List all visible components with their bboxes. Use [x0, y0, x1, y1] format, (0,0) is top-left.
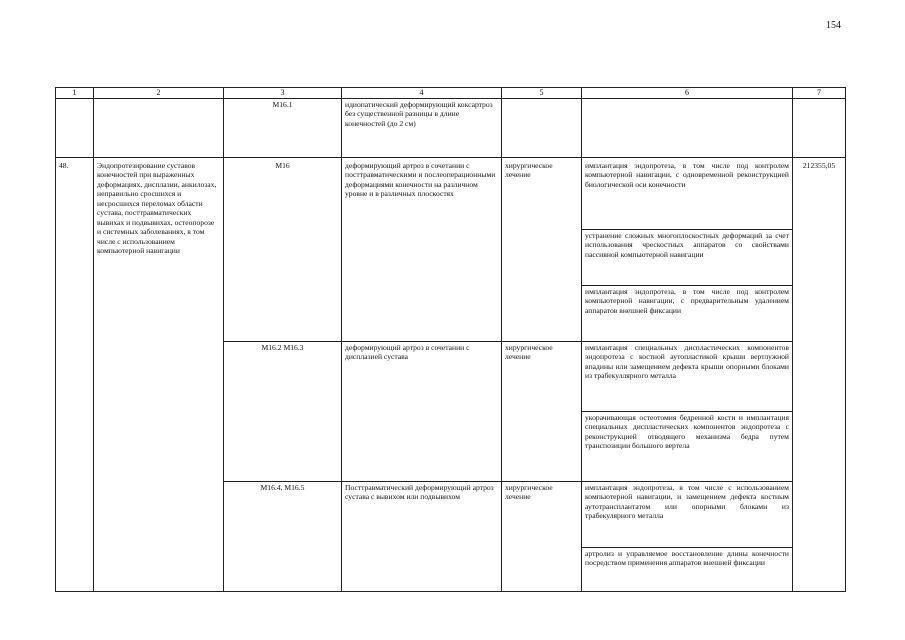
price-cell: 212355,05: [793, 158, 846, 592]
treatment-method-cell: имплантация эндопротеза, в том числе под контролем компьютерной навигации, с предварительным удалением аппаратов внешней фиксации: [582, 286, 793, 342]
diagnosis-code-cell: M16.4, M16.5: [224, 482, 342, 592]
treatment-method-cell: [582, 99, 793, 158]
column-header: 7: [793, 88, 846, 99]
diagnosis-code-cell: M16.1: [224, 99, 342, 158]
column-header: 5: [502, 88, 582, 99]
item-number-cell: 48.: [56, 158, 94, 592]
item-name-cell: Эндопротезирование суставов конечностей при выраженных деформациях, дисплазии, анкилозах, неправильно сросшихся и несросшихся переломах области сустава, посттравматических вывихах и подвывихах, остеопорозе и системных заболеваниях, в том числе с использованием компьютерной навигации: [94, 158, 224, 592]
column-header: 1: [56, 88, 94, 99]
medical-care-table: [55, 87, 846, 592]
column-header: 6: [582, 88, 793, 99]
patient-model-cell: идиопатический деформирующий коксартроз без существенной разницы в длине конечностей (до 2 см): [342, 99, 502, 158]
treatment-type-cell: хирургическое лечение: [502, 482, 582, 592]
treatment-method-cell: артролиз и управляемое восстановление длины конечности посредством применения аппаратов внешней фиксации: [582, 548, 793, 592]
treatment-method-cell: имплантация эндопротеза, в том числе под контролем компьютерной навигации, с одновременной реконструкцией биологической оси конечности: [582, 158, 793, 230]
item-name-cell: [94, 99, 224, 158]
treatment-type-cell: хирургическое лечение: [502, 342, 582, 482]
treatment-type-cell: [502, 99, 582, 158]
patient-model-cell: деформирующий артроз в сочетании с дисплазией сустава: [342, 342, 502, 482]
treatment-method-cell: устранение сложных многоплоскостных деформаций за счет использования чрескостных аппаратов со свойствами пассивной компьютерной навигации: [582, 230, 793, 286]
column-number-row: [56, 88, 846, 99]
price-cell: [793, 99, 846, 158]
diagnosis-code-cell: M16.2 M16.3: [224, 342, 342, 482]
treatment-method-cell: имплантация специальных диспластических компонентов эндопротеза с костной аутопластикой крыши вертлужной впадины или замещением дефекта крыши опорными блоками из трабекуллярного металла: [582, 342, 793, 412]
column-header: 3: [224, 88, 342, 99]
continuation-row: [56, 99, 846, 158]
patient-model-cell: деформирующий артроз в сочетании с посттравматическими и послеоперационными деформациями конечности на различном уровне и в различных плоскостях: [342, 158, 502, 342]
item-number-cell: [56, 99, 94, 158]
table-row: [56, 158, 846, 230]
diagnosis-code-cell: M16: [224, 158, 342, 342]
treatment-method-cell: имплантация эндопротеза, в том числе с использованием компьютерной навигации, и замещением дефекта костным аутотрансплантатом или опорными блоками из трабекулярного металла: [582, 482, 793, 548]
page-number: 154: [826, 20, 841, 31]
column-header: 2: [94, 88, 224, 99]
treatment-type-cell: хирургическое лечение: [502, 158, 582, 342]
column-header: 4: [342, 88, 502, 99]
treatment-method-cell: укорачивающая остеотомия бедренной кости и имплантация специальных диспластических компонентов эндопротеза с реконструкцией отводящего механизма бедра путем транспозиции большого вертела: [582, 412, 793, 482]
patient-model-cell: Посттравматический деформирующий артроз сустава с вывихом или подвывихом: [342, 482, 502, 592]
